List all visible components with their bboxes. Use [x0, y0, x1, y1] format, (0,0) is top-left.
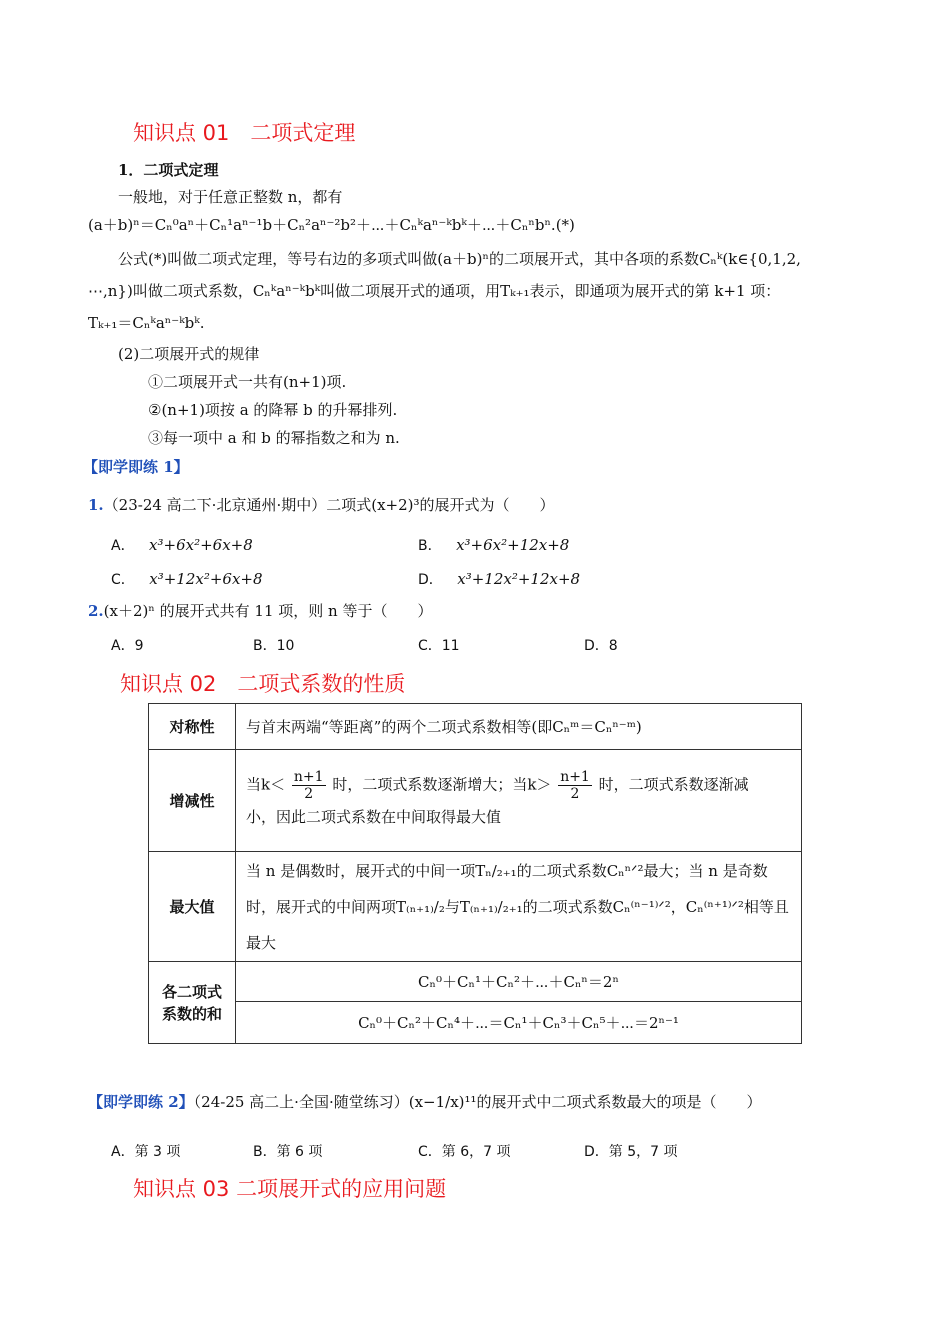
theorem-paragraph-line2: ⋯,n})叫做二项式系数，Cₙᵏaⁿ⁻ᵏbᵏ叫做二项展开式的通项，用Tₖ₊₁表示，即通项为展开式的第 k+1 项： [88, 282, 781, 300]
q1-option-a[interactable] [111, 535, 253, 555]
monotone-cell [236, 750, 802, 852]
theorem-formula: (a＋b)ⁿ＝Cₙ⁰aⁿ＋Cₙ¹aⁿ⁻¹b＋Cₙ²aⁿ⁻²b²＋⋯＋Cₙᵏaⁿ⁻ᵏbᵏ＋⋯＋Cₙⁿbⁿ.(*) [88, 216, 575, 234]
sum-row1: Cₙ⁰＋Cₙ¹＋Cₙ²＋⋯＋Cₙⁿ＝2ⁿ [236, 962, 802, 1002]
question1 [88, 495, 555, 515]
symmetry-text: 与首末两端“等距离”的两个二项式系数相等(即Cₙᵐ＝Cₙⁿ⁻ᵐ) [236, 704, 802, 750]
section1-title: 知识点 01 二项式定理 [133, 121, 356, 145]
fraction-denominator: 2 [570, 786, 580, 802]
max-cell [236, 852, 802, 962]
intro-text: 一般地，对于任意正整数 n，都有 [118, 188, 343, 206]
option-text: x³+6x²+12x+8 [456, 536, 570, 554]
max-line2: 时，展开式的中间两项T₍ₙ₊₁₎/₂与T₍ₙ₊₁₎/₂₊₁的二项式系数Cₙ⁽ⁿ⁻¹⁾ᐟ²，Cₙ⁽ⁿ⁺¹⁾ᐟ²相等且最大 [246, 897, 789, 952]
max-label: 最大值 [149, 852, 236, 962]
p2-option-d[interactable]: D．第 5，7 项 [584, 1144, 678, 1160]
monotone-text-c: 时，二项式系数逐渐减 [598, 775, 749, 794]
sum-row2: Cₙ⁰＋Cₙ²＋Cₙ⁴＋⋯＝Cₙ¹＋Cₙ³＋Cₙ⁵＋⋯＝2ⁿ⁻¹ [236, 1002, 802, 1044]
option-text: x³+6x²+6x+8 [149, 536, 253, 554]
monotone-text-b: 时，二项式系数逐渐增大；当k＞ [332, 775, 552, 794]
fraction-numerator: n+1 [560, 769, 590, 785]
fraction-denominator: 2 [304, 786, 314, 802]
option-letter: C． [111, 572, 135, 588]
q1-option-c[interactable] [111, 569, 263, 589]
table-row [149, 750, 802, 852]
option-letter: D． [418, 572, 443, 588]
table-row [149, 1002, 802, 1044]
q2-option-a[interactable]: A．9 [111, 638, 144, 654]
properties-table [148, 703, 802, 1044]
q2-option-b[interactable]: B．10 [253, 638, 295, 654]
table-row [149, 962, 802, 1002]
practice2-stem: （24-25 高二上·全国·随堂练习）(x−1/x)¹¹的展开式中二项式系数最大的项是（ ） [193, 1093, 762, 1111]
p2-option-a[interactable]: A．第 3 项 [111, 1144, 181, 1160]
monotone-label: 增减性 [149, 750, 236, 852]
table-row [149, 704, 802, 750]
rule-item: ③每一项中 a 和 b 的幂指数之和为 n. [148, 429, 400, 447]
question2 [88, 601, 432, 621]
section3-title: 知识点 03 二项展开式的应用问题 [133, 1177, 447, 1201]
question2-stem: (x＋2)ⁿ 的展开式共有 11 项，则 n 等于（ ） [103, 602, 433, 620]
question2-number: 2. [88, 602, 104, 620]
rule-item: ①二项展开式一共有(n+1)项. [148, 373, 347, 391]
option-letter: A． [111, 538, 135, 554]
theorem-paragraph-line3: Tₖ₊₁＝Cₙᵏaⁿ⁻ᵏbᵏ. [88, 314, 205, 332]
p2-option-c[interactable]: C．第 6，7 项 [418, 1144, 511, 1160]
table-row [149, 852, 802, 962]
section2-title: 知识点 02 二项式系数的性质 [120, 672, 406, 696]
option-text: x³+12x²+6x+8 [149, 570, 263, 588]
rule-heading: (2)二项展开式的规律 [118, 345, 260, 363]
monotone-text-d: 小，因此二项式系数在中间取得最大值 [246, 808, 502, 826]
option-letter: B． [418, 538, 442, 554]
option-text: x³+12x²+12x+8 [457, 570, 581, 588]
p2-option-b[interactable]: B．第 6 项 [253, 1144, 323, 1160]
question1-number: 1. [88, 496, 104, 514]
practice2-label: 【即学即练 2】 [88, 1093, 194, 1111]
max-line1: 当 n 是偶数时，展开式的中间一项Tₙ/₂₊₁的二项式系数Cₙⁿᐟ²最大；当 n 是奇数 [246, 861, 768, 880]
symmetry-label: 对称性 [149, 704, 236, 750]
rule-item: ②(n+1)项按 a 的降幂 b 的升幂排列. [148, 401, 398, 419]
practice2-question [88, 1092, 762, 1112]
q1-option-d[interactable] [418, 569, 580, 589]
theorem-paragraph-line1: 公式(*)叫做二项式定理，等号右边的多项式叫做(a＋b)ⁿ的二项展开式，其中各项的系数Cₙᵏ(k∈{0,1,2, [118, 250, 801, 268]
sub-heading: 1．二项式定理 [118, 161, 219, 179]
practice1-label: 【即学即练 1】 [83, 458, 189, 476]
monotone-text-a: 当k＜ [246, 775, 286, 794]
question1-stem: （23-24 高二下·北京通州·期中）二项式(x+2)³的展开式为（ ） [103, 496, 555, 514]
q1-option-b[interactable] [418, 535, 569, 555]
fraction-numerator: n+1 [293, 769, 324, 785]
sum-label: 各二项式系数的和 [149, 962, 236, 1044]
q2-option-d[interactable]: D．8 [584, 638, 618, 654]
fraction [292, 769, 326, 802]
fraction [558, 769, 592, 802]
q2-option-c[interactable]: C．11 [418, 638, 460, 654]
